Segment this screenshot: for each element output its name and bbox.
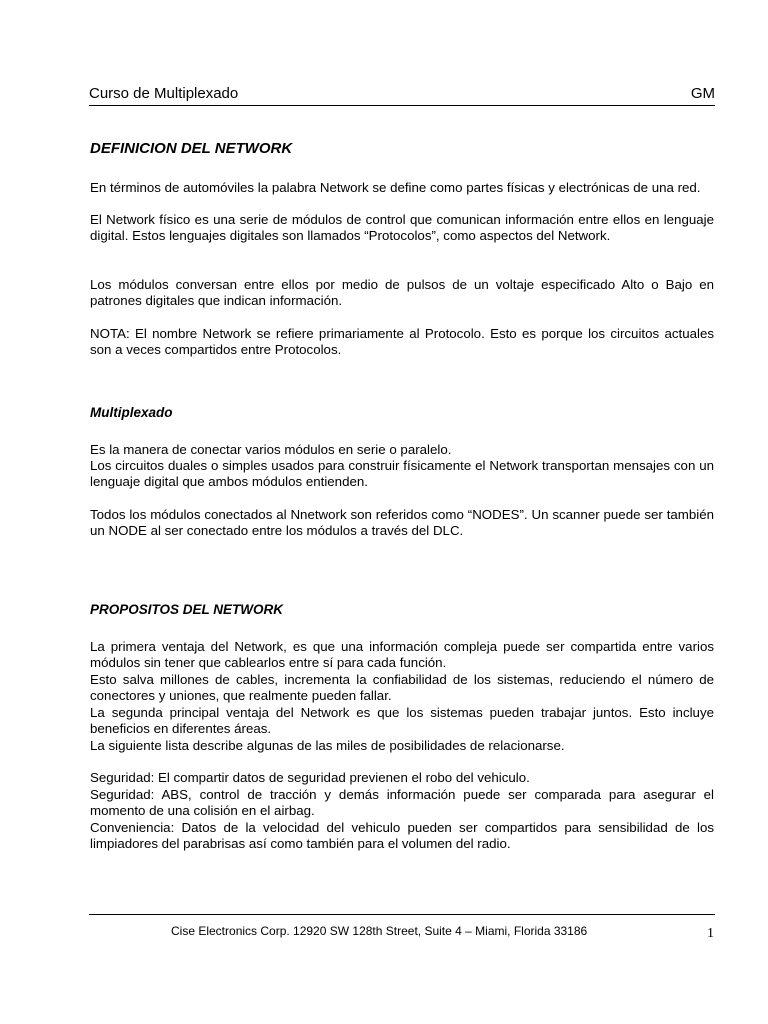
brand-label: GM xyxy=(690,85,715,102)
multiplexado-paragraph-1b: Los circuitos duales o simples usados para construir físicamente el Network transportan mensajes con un lenguaje digital que ambos módulos entienden. xyxy=(90,458,714,490)
course-title: Curso de Multiplexado xyxy=(89,85,239,102)
propositos-paragraph-2b: Seguridad: ABS, control de tracción y demás información puede ser comparada para asegurar el momento de una colisión en el airbag. xyxy=(90,787,714,819)
section-title-multiplexado: Multiplexado xyxy=(90,405,173,420)
propositos-paragraph-2c: Conveniencia: Datos de la velocidad del vehiculo pueden ser compartidos para sensibilidad de los limpiadores del parabrisas así como también para el volumen del radio. xyxy=(90,820,714,852)
page-header xyxy=(89,85,715,105)
multiplexado-paragraph-2: Todos los módulos conectados al Nnetwork son referidos como “NODES”. Un scanner puede ser también un NODE al ser conectado entre los módulos a través del DLC. xyxy=(90,507,714,539)
network-paragraph-2: Los módulos conversan entre ellos por medio de pulsos de un voltaje especificado Alto o Bajo en patrones digitales que indican información. xyxy=(90,277,714,309)
network-paragraph-1b: El Network físico es una serie de módulos de control que comunican información entre ellos en lenguaje digital. Estos lenguajes digitales son llamados “Protocolos”, como aspectos del Network. xyxy=(90,212,714,244)
network-paragraph-1a: En términos de automóviles la palabra Network se define como partes físicas y electrónicas de una red. xyxy=(90,180,701,195)
page-number: 1 xyxy=(707,926,714,941)
section-title-network: DEFINICION DEL NETWORK xyxy=(90,140,293,157)
propositos-paragraph-1c: La segunda principal ventaja del Network es que los sistemas pueden trabajar juntos. Esto incluye beneficios en diferentes áreas. xyxy=(90,705,714,737)
propositos-paragraph-2a: Seguridad: El compartir datos de seguridad previenen el robo del vehiculo. xyxy=(90,770,530,785)
footer-divider xyxy=(89,914,715,915)
network-paragraph-3: NOTA: El nombre Network se refiere primariamente al Protocolo. Esto es porque los circuitos actuales son a veces compartidos entre Protocolos. xyxy=(90,326,714,358)
footer-address: Cise Electronics Corp. 12920 SW 128th Street, Suite 4 – Miami, Florida 33186 xyxy=(171,924,588,938)
propositos-paragraph-1d: La siguiente lista describe algunas de las miles de posibilidades de relacionarse. xyxy=(90,738,565,753)
multiplexado-paragraph-1a: Es la manera de conectar varios módulos en serie o paralelo. xyxy=(90,442,452,457)
propositos-paragraph-1a: La primera ventaja del Network, es que una información compleja puede ser compartida entre varios módulos sin tener que cablearlos entre sí para cada función. xyxy=(90,639,714,671)
header-divider xyxy=(89,105,715,106)
section-title-propositos: PROPOSITOS DEL NETWORK xyxy=(90,602,284,617)
propositos-paragraph-1b: Esto salva millones de cables, incrementa la confiabilidad de los sistemas, reduciendo el número de conectores y uniones, que realmente pueden fallar. xyxy=(90,672,714,704)
